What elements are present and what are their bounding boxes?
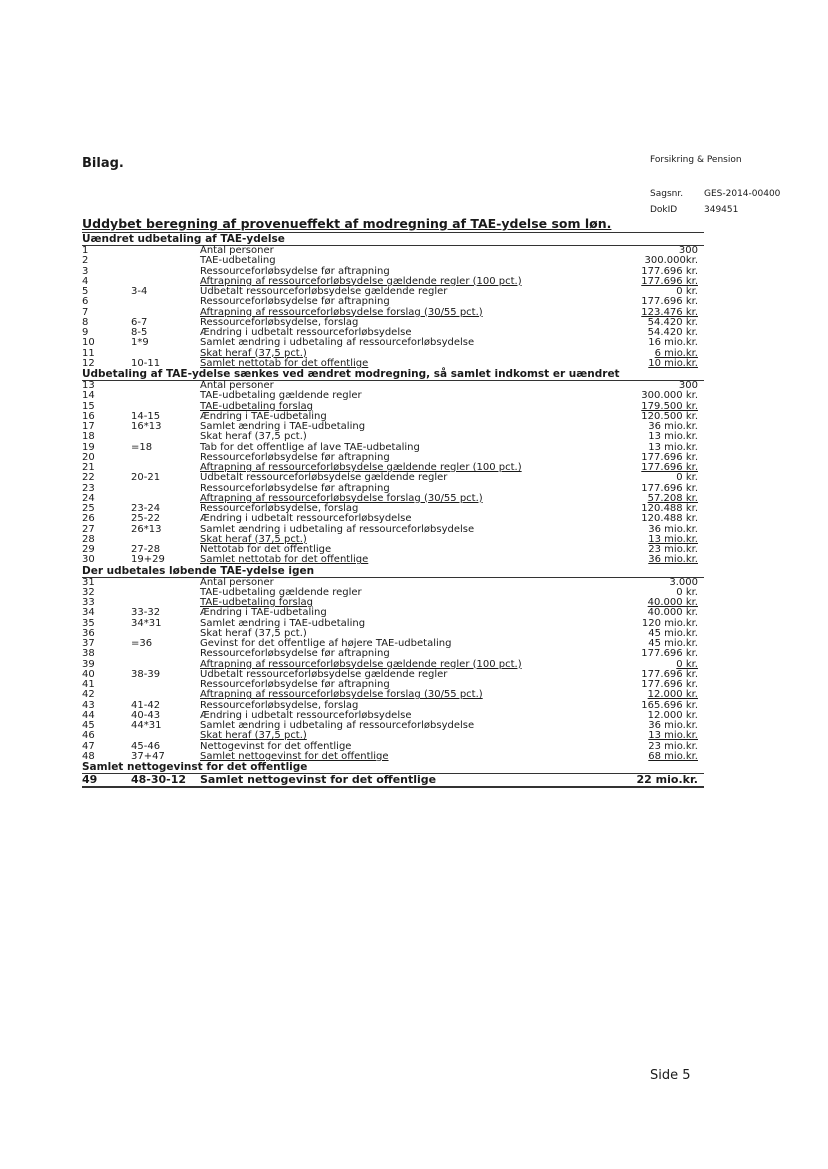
row-num: 25 — [82, 503, 95, 514]
table-row — [82, 514, 704, 524]
row-num: 8 — [82, 316, 89, 328]
row-desc: Udbetalt ressourceforløbsydelse gældende regler — [200, 668, 448, 680]
row-num: 12 — [82, 357, 95, 369]
row-val: 300 — [678, 380, 698, 391]
row-ref: 45-46 — [131, 740, 161, 752]
row-val: 16 mio.kr. — [648, 337, 698, 349]
table-row — [82, 525, 704, 535]
row-desc: Samlet ændring i TAE-udbetaling — [200, 421, 366, 432]
row-num: 29 — [82, 544, 95, 555]
row-ref: 40-43 — [131, 709, 161, 721]
row-ref: 16*13 — [131, 421, 162, 432]
table-row — [82, 256, 704, 266]
table-row — [82, 443, 704, 453]
row-val: 12.000 kr. — [647, 709, 698, 721]
row-ref: =18 — [131, 441, 153, 453]
table-row — [82, 639, 704, 649]
row-num: 6 — [82, 296, 89, 308]
row-desc: Samlet ændring i udbetaling af ressourceforløbsydelse — [200, 337, 475, 349]
row-ref: 20-21 — [131, 472, 161, 484]
row-ref: 26*13 — [131, 523, 162, 535]
row-desc: Samlet nettotab for det offentlige — [200, 554, 369, 566]
row-num: 22 — [82, 472, 95, 484]
row-val: 165.696 kr. — [641, 699, 698, 711]
row-desc: Ressourceforløbsydelse før aftrapning — [200, 451, 390, 463]
row-desc: Ressourceforløbsydelse, forslag — [200, 503, 359, 514]
dokid-label: DokID — [650, 205, 678, 215]
row-desc: Samlet ændring i TAE-udbetaling — [200, 617, 366, 629]
row-ref: 1*9 — [131, 337, 149, 349]
row-desc: Samlet ændring i udbetaling af ressourceforløbsydelse — [200, 720, 475, 731]
row-desc: Ressourceforløbsydelse før aftrapning — [200, 265, 390, 277]
table-row — [82, 494, 704, 504]
table-row — [82, 246, 704, 256]
row-ref: =36 — [131, 638, 153, 649]
row-num: 20 — [82, 451, 95, 463]
row-ref: 48-30-12 — [131, 773, 187, 786]
row-val: 177.696 kr. — [641, 482, 698, 494]
row-desc: Ændring i TAE-udbetaling — [200, 410, 327, 422]
row-val: 13 mio.kr. — [648, 441, 698, 453]
section-heading: Udbetaling af TAE-ydelse sænkes ved ændret modregning, så samlet indkomst er uændret — [82, 369, 704, 381]
row-num: 40 — [82, 668, 95, 680]
row-num: 10 — [82, 337, 95, 349]
row-val: 36 mio.kr. — [648, 523, 698, 535]
row-ref: 8-5 — [131, 327, 148, 338]
row-val: 300 — [678, 245, 698, 256]
table-row — [82, 598, 704, 608]
row-num: 24 — [82, 492, 95, 504]
row-desc: TAE-udbetaling — [200, 255, 276, 267]
row-num: 7 — [82, 306, 89, 318]
table-row — [82, 349, 704, 359]
row-desc: Aftrapning af ressourceforløbsydelse gældende regler (100 pct.) — [200, 275, 522, 287]
row-desc: TAE-udbetaling forslag — [200, 597, 313, 608]
table-row — [82, 742, 704, 752]
row-num: 46 — [82, 730, 95, 742]
table-row — [82, 402, 704, 412]
row-ref: 6-7 — [131, 316, 148, 328]
row-val: 177.696 kr. — [641, 648, 698, 660]
row-val: 177.696 kr. — [641, 296, 698, 308]
row-desc: Samlet ændring i udbetaling af ressourceforløbsydelse — [200, 523, 475, 535]
row-desc: Ressourceforløbsydelse før aftrapning — [200, 482, 390, 494]
table-row — [82, 731, 704, 741]
row-val: 68 mio.kr. — [648, 750, 698, 762]
row-desc: Ressourceforløbsydelse før aftrapning — [200, 296, 390, 308]
table-row — [82, 721, 704, 731]
row-val: 120 mio.kr. — [641, 617, 698, 629]
row-num: 5 — [82, 286, 89, 297]
row-ref: 38-39 — [131, 668, 161, 680]
table-row — [82, 422, 704, 432]
row-val: 36 mio.kr. — [648, 720, 698, 731]
row-desc: Skat heraf (37,5 pct.) — [200, 533, 307, 545]
table-row — [82, 578, 704, 588]
row-val: 57.208 kr. — [647, 492, 698, 504]
row-num: 31 — [82, 576, 95, 588]
row-desc: Ressourceforløbsydelse før aftrapning — [200, 648, 390, 660]
row-num: 23 — [82, 482, 95, 494]
row-desc: Ressourceforløbsydelse, forslag — [200, 699, 359, 711]
row-val: 23 mio.kr. — [648, 544, 698, 555]
row-val: 40.000 kr. — [647, 597, 698, 608]
section-heading: Der udbetales løbende TAE-ydelse igen — [82, 566, 704, 578]
row-desc: Ændring i udbetalt ressourceforløbsydelse — [200, 513, 412, 525]
table-row — [82, 308, 704, 318]
row-desc: Udbetalt ressourceforløbsydelse gældende regler — [200, 472, 448, 484]
row-num: 28 — [82, 533, 95, 545]
row-num: 47 — [82, 740, 95, 752]
row-val: 0 kr. — [676, 658, 698, 670]
row-desc: Skat heraf (37,5 pct.) — [200, 730, 307, 742]
row-num: 16 — [82, 410, 95, 422]
row-desc: Udbetalt ressourceforløbsydelse gældende regler — [200, 286, 448, 297]
row-val: 13 mio.kr. — [648, 730, 698, 742]
row-desc: Ændring i udbetalt ressourceforløbsydelse — [200, 327, 412, 338]
row-num: 2 — [82, 255, 89, 267]
row-desc: Ændring i udbetalt ressourceforløbsydelse — [200, 709, 412, 721]
table-row — [82, 535, 704, 545]
table-row — [82, 588, 704, 598]
table-row — [82, 619, 704, 629]
row-desc: Ressourceforløbsydelse, forslag — [200, 316, 359, 328]
row-ref: 19+29 — [131, 554, 165, 566]
row-num: 18 — [82, 431, 95, 443]
row-ref: 34*31 — [131, 617, 162, 629]
row-desc: TAE-udbetaling forslag — [200, 400, 313, 412]
row-num: 44 — [82, 709, 95, 721]
row-ref: 10-11 — [131, 357, 161, 369]
row-num: 32 — [82, 586, 95, 598]
row-num: 13 — [82, 380, 95, 391]
row-val: 13 mio.kr. — [648, 431, 698, 443]
row-desc: Skat heraf (37,5 pct.) — [200, 431, 307, 443]
row-val: 177.696 kr. — [641, 679, 698, 690]
row-desc: Aftrapning af ressourceforløbsydelse forslag (30/55 pct.) — [200, 689, 483, 701]
row-num: 35 — [82, 617, 95, 629]
row-num: 41 — [82, 679, 95, 690]
row-num: 4 — [82, 275, 89, 287]
row-desc: TAE-udbetaling gældende regler — [200, 586, 362, 598]
row-desc: Nettogevinst for det offentlige — [200, 740, 352, 752]
row-desc: Antal personer — [200, 245, 274, 256]
row-ref: 33-32 — [131, 607, 161, 619]
row-desc: Aftrapning af ressourceforløbsydelse forslag (30/55 pct.) — [200, 306, 483, 318]
sagsnr-value: GES-2014-00400 — [704, 189, 781, 199]
page-number: Side 5 — [650, 1068, 691, 1083]
table-row — [82, 690, 704, 700]
row-val: 3.000 — [669, 576, 698, 588]
row-num: 21 — [82, 462, 95, 473]
row-desc: Tab for det offentlige af lave TAE-udbetaling — [200, 441, 420, 453]
row-num: 3 — [82, 265, 89, 277]
row-val: 45 mio.kr. — [648, 627, 698, 639]
document-title: Uddybet beregning af provenueffekt af modregning af TAE-ydelse som løn. — [82, 216, 612, 231]
row-num: 11 — [82, 347, 95, 359]
row-num: 30 — [82, 554, 95, 566]
table-row — [82, 338, 704, 348]
row-desc: Ressourceforløbsydelse før aftrapning — [200, 679, 390, 690]
row-num: 1 — [82, 245, 89, 256]
row-desc: Samlet nettogevinst for det offentlige — [200, 750, 389, 762]
row-num: 33 — [82, 597, 95, 608]
row-ref: 37+47 — [131, 750, 165, 762]
row-val: 36 mio.kr. — [648, 554, 698, 566]
row-val: 177.696 kr. — [641, 462, 698, 473]
table-row — [82, 287, 704, 297]
table-row — [82, 412, 704, 422]
row-val: 54.420 kr. — [647, 327, 698, 338]
organization-name: Forsikring & Pension — [650, 155, 742, 165]
row-val: 45 mio.kr. — [648, 638, 698, 649]
table-row — [82, 608, 704, 618]
row-desc: Nettotab for det offentlige — [200, 544, 332, 555]
row-desc: Aftrapning af ressourceforløbsydelse forslag (30/55 pct.) — [200, 492, 483, 504]
row-ref: 41-42 — [131, 699, 161, 711]
row-num: 17 — [82, 421, 95, 432]
sagsnr-label: Sagsnr. — [650, 189, 684, 199]
row-val: 40.000 kr. — [647, 607, 698, 619]
row-ref: 3-4 — [131, 286, 148, 297]
row-num: 38 — [82, 648, 95, 660]
table-row — [82, 432, 704, 442]
table-row — [82, 774, 704, 788]
row-desc: Samlet nettogevinst for det offentlige — [200, 773, 437, 786]
row-val: 300.000kr. — [644, 255, 698, 267]
row-val: 0 kr. — [676, 286, 698, 297]
row-val: 179.500 kr. — [641, 400, 698, 412]
dokid-value: 349451 — [704, 205, 739, 215]
row-ref: 23-24 — [131, 503, 161, 514]
row-num: 37 — [82, 638, 95, 649]
row-val: 13 mio.kr. — [648, 533, 698, 545]
row-desc: Ændring i TAE-udbetaling — [200, 607, 327, 619]
row-val: 120.488 kr. — [641, 513, 698, 525]
row-desc: Skat heraf (37,5 pct.) — [200, 347, 307, 359]
row-desc: Skat heraf (37,5 pct.) — [200, 627, 307, 639]
row-ref: 27-28 — [131, 544, 161, 555]
row-ref: 44*31 — [131, 720, 162, 731]
row-val: 36 mio.kr. — [648, 421, 698, 432]
row-num: 15 — [82, 400, 95, 412]
row-desc: Aftrapning af ressourceforløbsydelse gældende regler (100 pct.) — [200, 658, 522, 670]
row-val: 120.500 kr. — [641, 410, 698, 422]
row-ref: 14-15 — [131, 410, 161, 422]
table-row — [82, 649, 704, 659]
table-row — [82, 391, 704, 401]
row-num: 27 — [82, 523, 95, 535]
row-num: 49 — [82, 773, 98, 786]
row-num: 19 — [82, 441, 95, 453]
bilag-heading: Bilag. — [82, 156, 124, 171]
row-val: 12.000 kr. — [647, 689, 698, 701]
row-num: 9 — [82, 327, 89, 338]
row-num: 39 — [82, 658, 95, 670]
table-row — [82, 545, 704, 555]
row-desc: Antal personer — [200, 576, 274, 588]
table-row — [82, 381, 704, 391]
row-val: 0 kr. — [676, 586, 698, 598]
row-val: 0 kr. — [676, 472, 698, 484]
table-row — [82, 670, 704, 680]
row-num: 26 — [82, 513, 95, 525]
row-num: 34 — [82, 607, 95, 619]
section-heading: Uændret udbetaling af TAE-ydelse — [82, 234, 704, 246]
row-val: 123.476 kr. — [641, 306, 698, 318]
row-num: 43 — [82, 699, 95, 711]
calculation-table — [82, 234, 704, 788]
row-ref: 25-22 — [131, 513, 161, 525]
row-desc: Samlet nettotab for det offentlige — [200, 357, 369, 369]
row-val: 120.488 kr. — [641, 503, 698, 514]
table-row — [82, 555, 704, 565]
row-val: 6 mio.kr. — [654, 347, 698, 359]
row-val: 177.696 kr. — [641, 668, 698, 680]
row-val: 10 mio.kr. — [648, 357, 698, 369]
row-val: 177.696 kr. — [641, 275, 698, 287]
row-desc: Aftrapning af ressourceforløbsydelse gældende regler (100 pct.) — [200, 462, 522, 473]
row-desc: TAE-udbetaling gældende regler — [200, 390, 362, 402]
row-val: 54.420 kr. — [647, 316, 698, 328]
row-desc: Antal personer — [200, 380, 274, 391]
row-val: 22 mio.kr. — [636, 773, 698, 786]
row-num: 14 — [82, 390, 95, 402]
row-num: 36 — [82, 627, 95, 639]
row-val: 23 mio.kr. — [648, 740, 698, 752]
row-val: 177.696 kr. — [641, 451, 698, 463]
row-val: 177.696 kr. — [641, 265, 698, 277]
row-desc: Gevinst for det offentlige af højere TAE-udbetaling — [200, 638, 452, 649]
row-val: 300.000 kr. — [641, 390, 698, 402]
table-row — [82, 297, 704, 307]
row-num: 42 — [82, 689, 95, 701]
table-row — [82, 473, 704, 483]
row-num: 45 — [82, 720, 95, 731]
row-num: 48 — [82, 750, 95, 762]
section-heading: Samlet nettogevinst for det offentlige — [82, 762, 704, 774]
